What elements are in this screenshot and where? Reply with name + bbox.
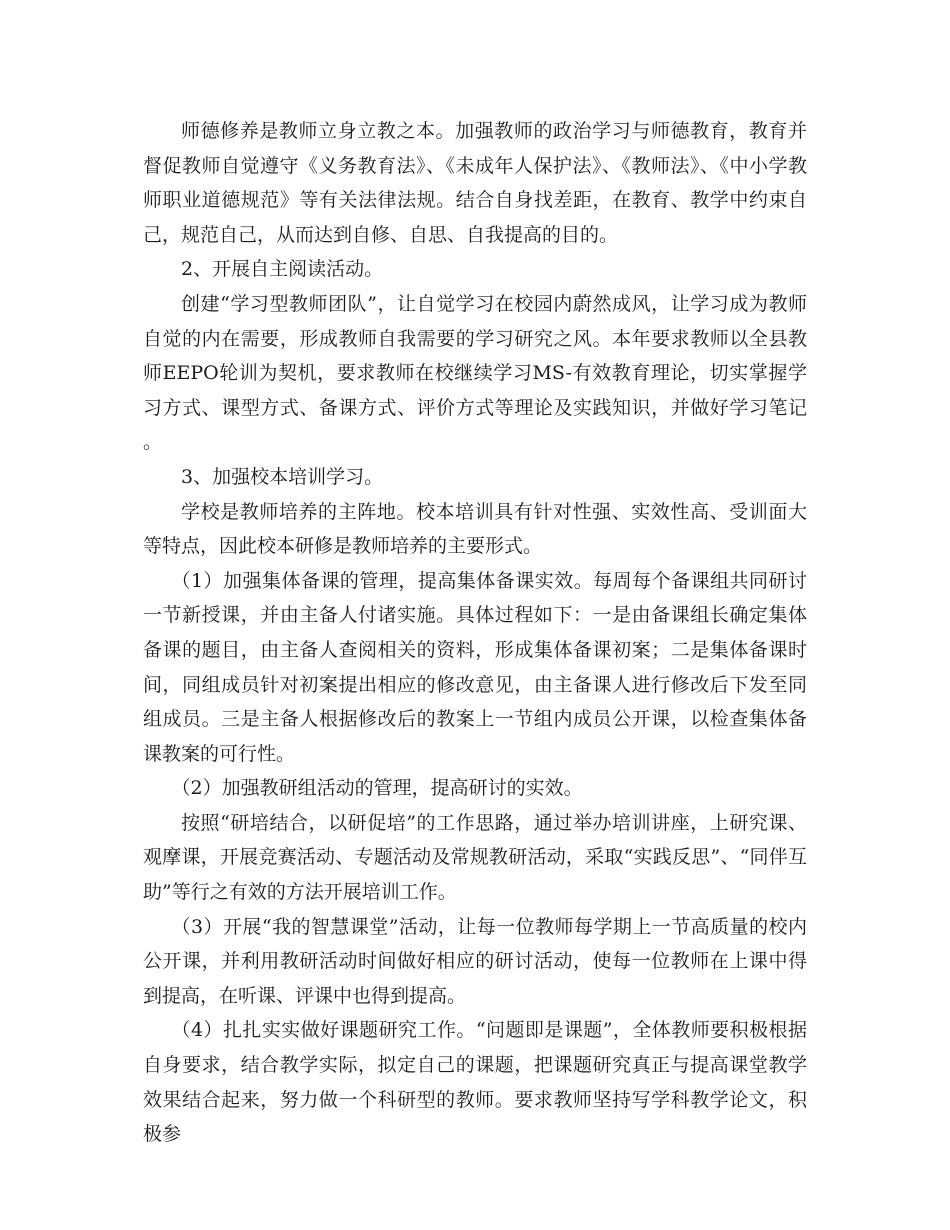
document-body <box>143 114 807 1152</box>
paragraph-item-2-research-group: （2）加强教研组活动的管理，提高研讨的实效。 <box>171 777 583 800</box>
paragraph-teacher-ethics: 师德修养是教师立身立教之本。加强教师的政治学习与师德教育，教育并督促教师自觉遵守《义务教育法》、《未成年人保护法》、《教师法》、《中小学教师职业道德规范》等有关法律法规。结合自身找差距，在教育、教学中约束自己，规范自己，从而达到自修、自思、自我提高的目的。 <box>143 120 807 246</box>
heading-self-reading: 2、开展自主阅读活动。 <box>181 258 384 281</box>
paragraph-school-base: 学校是教师培养的主阵地。校本培训具有针对性强、实效性高、受训面大等特点，因此校本研修是教师培养的主要形式。 <box>143 500 807 558</box>
paragraph-learning-team: 创建“学习型教师团队”，让自觉学习在校园内蔚然成风，让学习成为教师自觉的内在需要，形成教师自我需要的学习研究之风。本年要求教师以全县教师EEPO轮训为契机，要求教师在校继续学习MS-有效教育理论，切实掌握学习方式、课型方式、备课方式、评价方式等理论及实践知识，并做好学习笔记。 <box>143 292 807 454</box>
paragraph-research-training: 按照“研培结合，以研促培”的工作思路，通过举办培训讲座，上研究课、观摩课，开展竞赛活动、专题活动及常规教研活动，采取“实践反思”、“同伴互助”等行之有效的方法开展培训工作。 <box>143 811 807 904</box>
paragraph-item-3-smart-classroom: （3）开展“我的智慧课堂”活动，让每一位教师每学期上一节高质量的校内公开课，并利用教研活动时间做好相应的研讨活动，使每一位教师在上课中得到提高，在听课、评课中也得到提高。 <box>143 915 807 1007</box>
heading-school-training: 3、加强校本培训学习。 <box>181 465 384 488</box>
paragraph-item-1-collective-lesson-prep: （1）加强集体备课的管理，提高集体备课实效。每周每个备课组共同研讨一节新授课，并由主备人付诸实施。具体过程如下：一是由备课组长确定集体备课的题目，由主备人查阅相关的资料，形成集体备课初案；二是集体备课时间，同组成员针对初案提出相应的修改意见，由主备课人进行修改后下发至同组成员。三是主备人根据修改后的教案上一节组内成员公开课，以检查集体备课教案的可行性。 <box>143 569 807 765</box>
paragraph-item-4-research-projects: （4）扎扎实实做好课题研究工作。“问题即是课题”，全体教师要积极根据自身要求，结合教学实际，拟定自己的课题，把课题研究真正与提高课堂教学效果结合起来，努力做一个科研型的教师。要求教师坚持写学科教学论文，积极参 <box>143 1019 807 1146</box>
